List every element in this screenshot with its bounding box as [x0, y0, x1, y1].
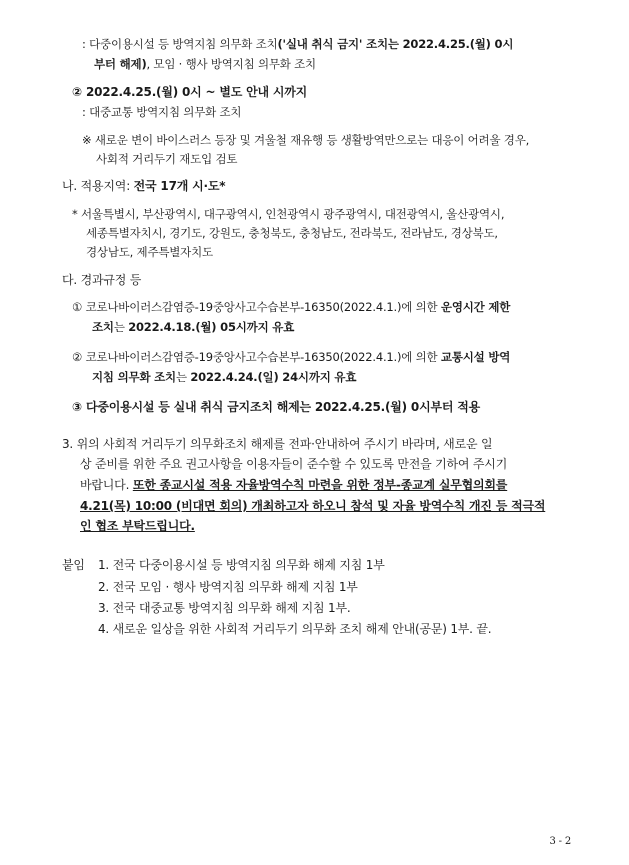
transition-item: ③ 다중이용시설 등 실내 취식 금지조치 해제는 2022.4.25.(월) 0시부터 적용: [72, 400, 481, 414]
page-number: 3 - 2: [549, 836, 571, 847]
text-line: : 대중교통 방역지침 의무화 조치: [82, 105, 242, 119]
attachment-item: 3. 전국 대중교통 방역지침 의무화 해제 지침 1부.: [98, 601, 351, 615]
paragraph-line: 4.21(목) 10:00 (비대면 회의) 개최하고자 하오니 참석 및 자율 방역수칙 개진 등 적극적: [80, 499, 546, 513]
transition-item: ② 코로나바이러스감염증-19중앙사고수습본부-16350(2022.4.1.)에 의한 교통시설 방역: [72, 350, 511, 364]
attachment-label: 붙임: [62, 558, 85, 572]
attachment-item: 2. 전국 모임 · 행사 방역지침 의무화 해제 지침 1부: [98, 580, 358, 594]
region-list: 세종특별자치시, 경기도, 강원도, 충청북도, 충청남도, 전라북도, 전라남도, 경상북도,: [86, 226, 498, 240]
transition-item: 조치는 2022.4.18.(월) 05시까지 유효: [92, 320, 295, 334]
section-heading: 나. 적용지역: 전국 17개 시·도*: [62, 179, 226, 193]
paragraph-line: 인 협조 부탁드립니다.: [80, 519, 195, 533]
transition-item: 지침 의무화 조치는 2022.4.24.(일) 24시까지 유효: [92, 370, 357, 384]
note-line: 사회적 거리두기 재도입 검토: [96, 152, 238, 166]
attachment-item: 1. 전국 다중이용시설 등 방역지침 의무화 해제 지침 1부: [98, 558, 385, 572]
attachment-item: 4. 새로운 일상을 위한 사회적 거리두기 의무화 조치 해제 안내(공문) 1부. 끝.: [98, 622, 492, 636]
text-line: 부터 해제), 모임 · 행사 방역지침 의무화 조치: [94, 57, 316, 71]
paragraph-line: 상 준비를 위한 주요 권고사항을 이용자들이 준수할 수 있도록 만전을 기하여 주시기: [80, 457, 508, 471]
region-list: 경상남도, 제주특별자치도: [86, 245, 213, 259]
paragraph-line: 3. 위의 사회적 거리두기 의무화조치 해제를 전파·안내하여 주시기 바라며, 새로운 일: [62, 437, 493, 451]
transition-item: ① 코로나바이러스감염증-19중앙사고수습본부-16350(2022.4.1.)에 의한 운영시간 제한: [72, 300, 511, 314]
region-list: * 서울특별시, 부산광역시, 대구광역시, 인천광역시 광주광역시, 대전광역시, 울산광역시,: [72, 207, 505, 221]
paragraph-line: 바랍니다. 또한 종교시설 적용 자율방역수칙 마련을 위한 정부-종교계 실무협의회를: [80, 478, 508, 492]
note-line: ※ 새로운 변이 바이스러스 등장 및 겨울철 재유행 등 생활방역만으로는 대응이 어려울 경우,: [82, 133, 530, 147]
section-heading: 다. 경과규정 등: [62, 273, 142, 287]
item-heading: ② 2022.4.25.(월) 0시 ~ 별도 안내 시까지: [72, 85, 308, 99]
text-line: : 다중이용시설 등 방역지침 의무화 조치('실내 취식 금지' 조치는 2022.4.25.(월) 0시: [82, 37, 514, 51]
